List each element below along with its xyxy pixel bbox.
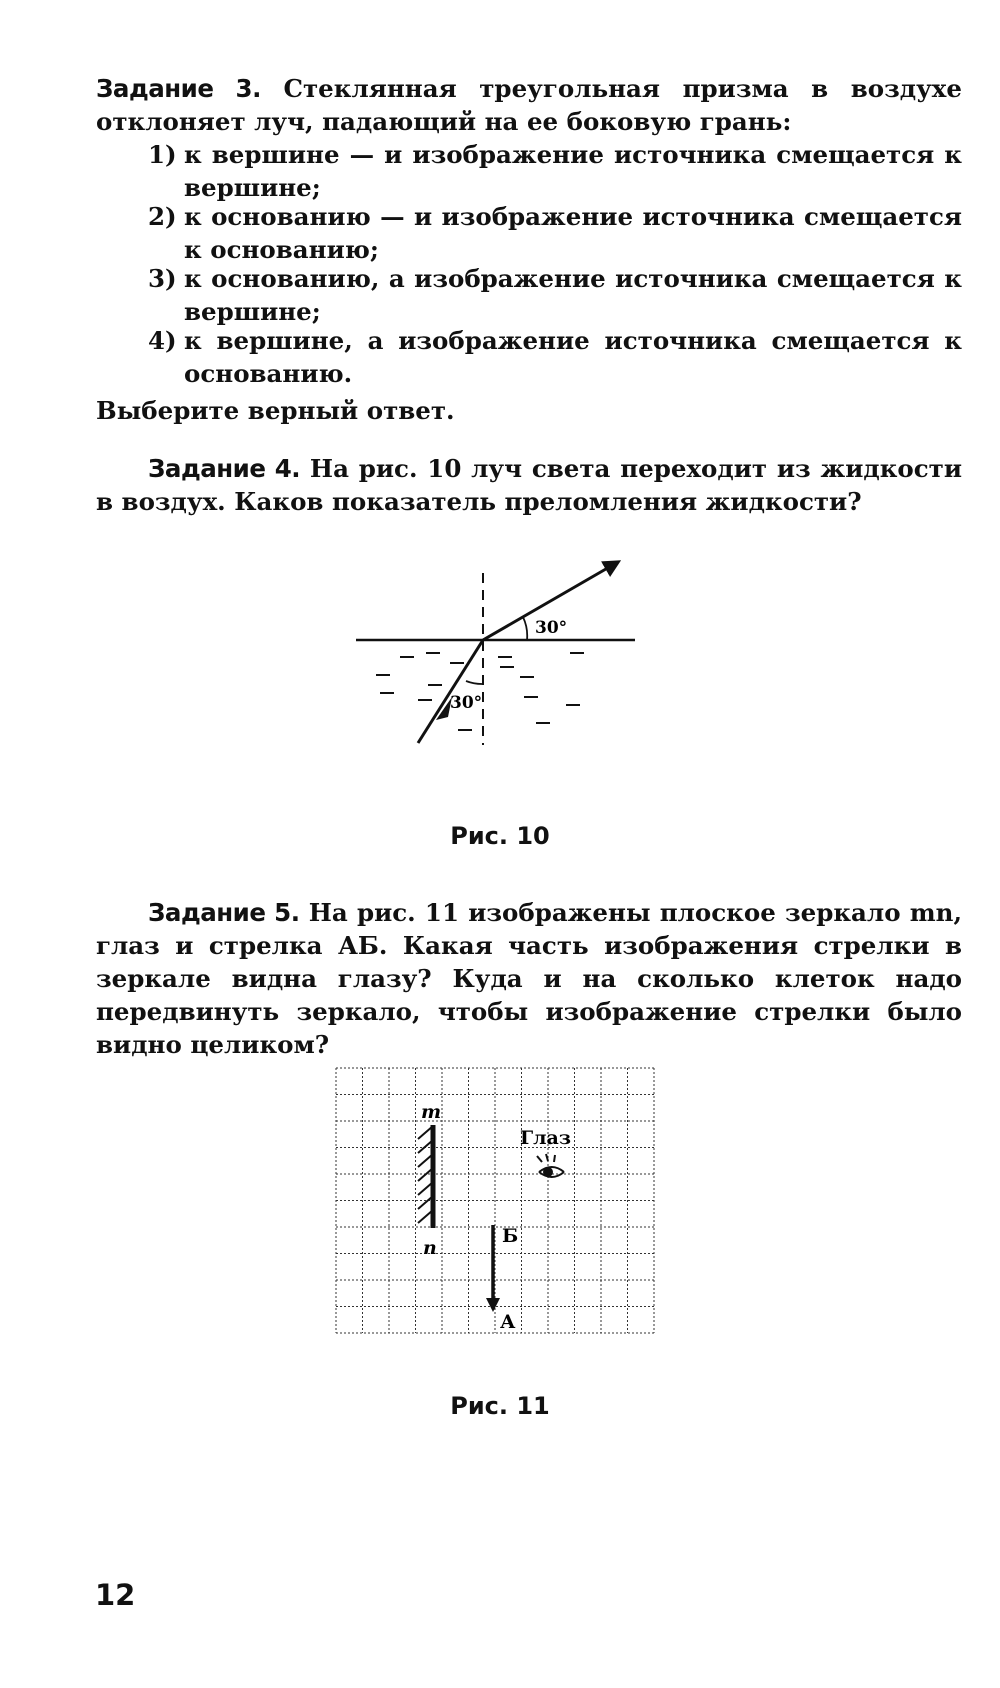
- task-4-label: Задание 4.: [148, 454, 301, 483]
- eye-icon: [537, 1154, 564, 1177]
- task-3-intro: [96, 72, 962, 138]
- eye-label: Глаз: [520, 1127, 571, 1149]
- task-3-option-4: [148, 324, 962, 390]
- task-4-text: На рис. 10 луч света переходит из жидкости в воздух. Каков показатель преломления жидкости?: [96, 454, 963, 516]
- task-5: [96, 896, 962, 1061]
- task-5-text: На рис. 11 изображены плоское зеркало mn, глаз и стрелка АБ. Какая часть изображения стрелки в зеркале видна глазу? Куда и на сколько клеток надо передвинуть зеркало, чтобы изображение стрелки было видно целиком?: [96, 898, 963, 1059]
- option-number: 2): [148, 202, 177, 231]
- option-text: к основанию — и изображение источника смещается к основанию;: [184, 202, 962, 264]
- incident-ray: [418, 640, 483, 743]
- angle-label-bottom: 30°: [450, 693, 483, 713]
- grid-lines: [336, 1068, 654, 1333]
- task-3-option-1: [148, 138, 962, 204]
- angle-arc-top: [523, 617, 527, 640]
- arrow-label-b: Б: [502, 1225, 519, 1247]
- option-number: 3): [148, 264, 177, 293]
- option-text: к основанию, а изображение источника смещается к вершине;: [184, 264, 962, 326]
- arrow-label-a: А: [500, 1311, 516, 1333]
- task-4: [96, 452, 962, 518]
- figure-10-caption: Рис. 10: [450, 822, 550, 850]
- angle-label-top: 30°: [535, 618, 568, 638]
- figure-11-caption: Рис. 11: [450, 1392, 550, 1420]
- task-5-label: Задание 5.: [148, 898, 300, 927]
- page-number: 12: [95, 1578, 136, 1612]
- option-text: к вершине — и изображение источника смещается к вершине;: [184, 140, 962, 202]
- task-3-label: Задание 3.: [96, 74, 261, 103]
- angle-arc-bottom: [466, 681, 483, 684]
- task-3-text: Стеклянная треугольная призма в воздухе отклоняет луч, падающий на ее боковую грань:: [96, 74, 962, 136]
- option-number: 4): [148, 326, 177, 355]
- task-3-option-3: [148, 262, 962, 328]
- mirror-label-n: n: [423, 1237, 437, 1259]
- task-3-option-2: [148, 200, 962, 266]
- figure-10-refraction-diagram: [340, 545, 660, 765]
- task-3-prompt: Выберите верный ответ.: [96, 396, 455, 425]
- option-number: 1): [148, 140, 177, 169]
- liquid-dashes: [376, 653, 584, 730]
- mirror-label-m: m: [421, 1101, 442, 1123]
- arrow-ab-head: [486, 1298, 500, 1312]
- figure-11-mirror-grid: [330, 1062, 660, 1338]
- option-text: к вершине, а изображение источника смещается к основанию.: [184, 326, 962, 388]
